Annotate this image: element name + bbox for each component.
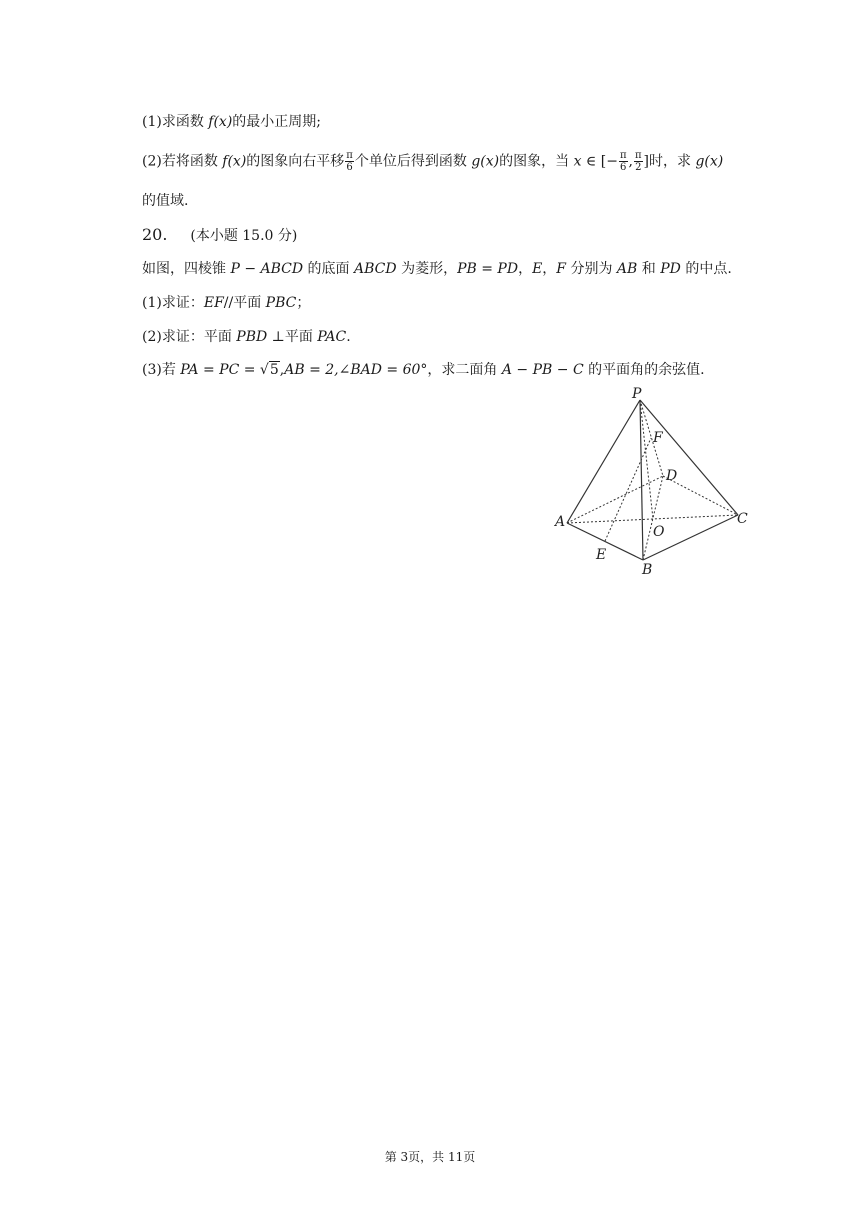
label-C: C: [737, 511, 748, 527]
q19-part2: [142, 150, 723, 173]
q19-part2-comma: ,: [628, 153, 633, 170]
q19-part2-func-f: f(x): [222, 153, 247, 170]
q19-lo-num: π: [619, 150, 627, 161]
q20-stem-ab: AB: [616, 261, 638, 277]
q20-part1-end: ；: [296, 295, 311, 311]
q20-part2-end: .: [346, 329, 351, 345]
q19-part1-prefix: (1)求函数: [142, 114, 209, 130]
q20-stem-e: E: [532, 261, 543, 277]
q20-stem-prefix: 如图，四棱锥: [142, 261, 231, 277]
label-B: B: [642, 562, 653, 578]
q19-part2-bracket-open: ∈ [−: [581, 153, 618, 170]
q19-hi-num: π: [634, 150, 642, 161]
label-P: P: [632, 386, 642, 402]
q19-part2-prefix: (2)若将函数: [142, 153, 223, 170]
q20-part3-eq2: ,: [279, 362, 285, 378]
q20-score: (本小题 15.0 分): [190, 228, 298, 244]
q20-stem-end: 的中点.: [680, 261, 732, 277]
q19-part2-mid2: 个单位后得到函数: [354, 153, 472, 170]
q20-stem-pyramid: P − ABCD: [230, 261, 304, 277]
q19-shift-num: π: [346, 150, 353, 161]
q20-stem-eq: PB = PD: [457, 261, 519, 277]
q19-part2-mid3: 的图象，当: [499, 153, 574, 170]
edge-PC: [640, 400, 738, 515]
label-E: E: [596, 547, 607, 563]
q19-part2-func-g: g(x): [471, 153, 500, 170]
edge-PA: [567, 400, 640, 523]
q19-shift-den: 6: [346, 162, 353, 173]
q20-part3-end: 的平面角的余弦值.: [583, 362, 705, 378]
q19-part2-line2: 的值域.: [142, 193, 189, 209]
q19-part1-func: f(x): [208, 114, 233, 130]
q20-part3: [142, 360, 705, 380]
label-A: A: [555, 514, 566, 530]
q20-part2-p2: PAC: [317, 329, 347, 345]
label-O: O: [653, 524, 665, 540]
q20-stem-mid1: 的底面: [303, 261, 355, 277]
pyramid-figure: [545, 380, 755, 580]
q20-part3-angle: A − PB − C: [501, 362, 584, 378]
q19-lo-fraction: [619, 150, 628, 173]
diag-BD: [643, 476, 663, 560]
segment-EF: [605, 438, 651, 541]
q19-hi-fraction: [634, 150, 643, 173]
sqrt-symbol: √5: [259, 362, 279, 378]
q20-stem: [142, 259, 732, 279]
q20-stem-and: 和: [637, 261, 661, 277]
q19-shift-fraction: [345, 150, 354, 173]
q20-part1-prefix: (1)求证：: [142, 295, 204, 311]
q20-stem-base: ABCD: [354, 261, 397, 277]
q20-part3-mid: ，求二面角: [427, 362, 502, 378]
q20-part1-plane: PBC: [265, 295, 297, 311]
q20-part3-prefix: (3)若: [142, 362, 181, 378]
q20-stem-comma: ，: [542, 261, 557, 277]
q19-hi-den: 2: [635, 162, 642, 173]
q19-part1-suffix: 的最小正周期;: [232, 114, 322, 130]
q20-stem-mid2: 为菱形，: [396, 261, 458, 277]
q20-stem-f: F: [556, 261, 567, 277]
q20-stem-mid3: ，: [518, 261, 533, 277]
q19-part2-var-x: x: [573, 153, 582, 170]
label-D: D: [666, 468, 678, 484]
q19-part2-bracket-close: ]时，求: [643, 153, 696, 170]
q19-lo-den: 6: [620, 162, 627, 173]
q20-number: 20.: [142, 225, 168, 244]
q20-part2: [142, 327, 351, 347]
q20-part3-eq3: AB = 2,∠BAD = 60°: [284, 362, 428, 378]
q20-stem-mid4: 分别为: [566, 261, 617, 277]
sqrt-radicand: 5: [269, 362, 279, 378]
page-footer: 第 3页，共 11页: [384, 1150, 476, 1164]
q20-part1-mid: //平面: [223, 295, 266, 311]
q20-part1-ef: EF: [203, 295, 224, 311]
q20-part2-prefix: (2)求证：平面: [142, 329, 237, 345]
q19-part2-mid1: 的图象向右平移: [246, 153, 345, 170]
q19-part2-func-g2: g(x): [695, 153, 724, 170]
q19-part1: [142, 112, 321, 132]
q20-header: [142, 225, 297, 246]
q20-part3-eq1: PA = PC =: [180, 362, 260, 378]
q20-stem-pd: PD: [660, 261, 681, 277]
q20-part2-p1: PBD: [236, 329, 268, 345]
label-F: F: [653, 430, 663, 446]
q20-part1: [142, 293, 310, 313]
q20-part2-mid: ⊥平面: [267, 329, 318, 345]
